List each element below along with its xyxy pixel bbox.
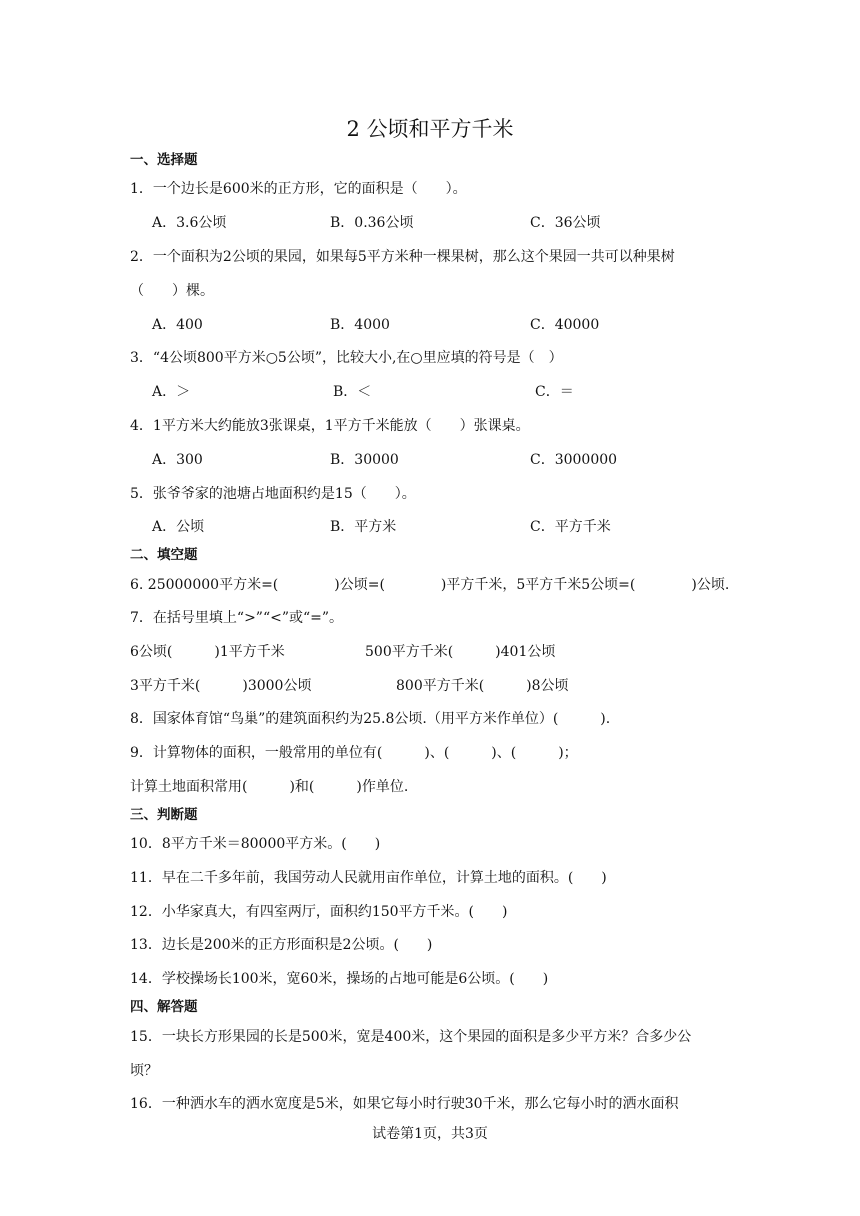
question-10: 10．8平方千米＝80000平方米。( ) [130, 836, 381, 852]
question-2-option-c: C．40000 [530, 317, 600, 333]
question-2-stem-line1: 2．一个面积为2公顷的果园，如果每5平方米种一棵果树，那么这个果园一共可以种果树 [130, 249, 675, 265]
question-3-option-b: B．＜ [333, 384, 372, 400]
question-9-line2: 计算土地面积常用( )和( )作单位. [130, 779, 409, 795]
question-11: 11．早在二千多年前，我国劳动人民就用亩作单位，计算土地的面积。( ) [130, 870, 607, 886]
question-4-option-b: B．30000 [330, 452, 399, 468]
question-7-stem: 7．在括号里填上“>”“<”或“=”。 [130, 610, 344, 626]
question-1-stem: 1．一个边长是600米的正方形，它的面积是（ ）。 [130, 181, 467, 197]
question-16-line1: 16．一种洒水车的洒水宽度是5米，如果它每小时行驶30千米，那么它每小时的洒水面积 [130, 1096, 679, 1112]
question-5-stem: 5．张爷爷家的池塘占地面积约是15（ ）。 [130, 486, 416, 502]
question-4-stem: 4．1平方米大约能放3张课桌，1平方千米能放（ ）张课桌。 [130, 418, 530, 434]
question-12: 12．小华家真大，有四室两厅，面积约150平方千米。( ) [130, 904, 508, 920]
question-13: 13．边长是200米的正方形面积是2公顷。( ) [130, 937, 433, 953]
question-3-option-c: C．＝ [535, 384, 574, 400]
question-5-option-c: C．平方千米 [530, 519, 611, 535]
question-9-line1: 9．计算物体的面积，一般常用的单位有( )、( )、( )； [130, 745, 578, 761]
question-8: 8．国家体育馆“鸟巢”的建筑面积约为25.8公顷.（用平方米作单位）( ). [130, 711, 611, 727]
section-heading-fill: 二、填空题 [130, 547, 198, 563]
question-15-line2: 顷？ [130, 1063, 158, 1079]
question-3-stem: 3．“4公顷800平方米○5公顷”，比较大小,在○里应填的符号是（ ） [130, 350, 563, 366]
page-title: 2 公顷和平方千米 [346, 117, 514, 141]
question-4-option-c: C．3000000 [530, 452, 618, 468]
section-heading-solve: 四、解答题 [130, 999, 198, 1015]
question-7-item-3: 3平方千米( )3000公顷 [130, 678, 312, 694]
question-1-option-c: C．36公顷 [530, 215, 601, 231]
question-5-option-a: A．公顷 [152, 519, 205, 535]
question-7-item-1: 6公顷( )1平方千米 [130, 644, 285, 660]
question-15-line1: 15．一块长方形果园的长是500米，宽是400米，这个果园的面积是多少平方米？合多少公 [130, 1029, 692, 1045]
question-1-option-a: A．3.6公顷 [152, 215, 227, 231]
question-5-option-b: B．平方米 [330, 519, 397, 535]
question-1-option-b: B．0.36公顷 [330, 215, 414, 231]
question-2-stem-line2: （ ）棵。 [130, 283, 214, 299]
section-heading-judge: 三、判断题 [130, 807, 198, 823]
section-heading-choice: 一、选择题 [130, 152, 198, 168]
question-2-option-a: A．400 [152, 317, 203, 333]
question-3-option-a: A．＞ [152, 384, 191, 400]
question-4-option-a: A．300 [152, 452, 203, 468]
question-7-item-2: 500平方千米( )401公顷 [365, 644, 556, 660]
question-2-option-b: B．4000 [330, 317, 390, 333]
question-6: 6. 25000000平方米=( )公顷=( )平方千米，5平方千米5公顷=( )公顷. [130, 577, 730, 593]
page-footer: 试卷第1页，共3页 [372, 1126, 488, 1142]
question-7-item-4: 800平方千米( )8公顷 [396, 678, 569, 694]
question-14: 14．学校操场长100米，宽60米，操场的占地可能是6公顷。( ) [130, 971, 549, 987]
